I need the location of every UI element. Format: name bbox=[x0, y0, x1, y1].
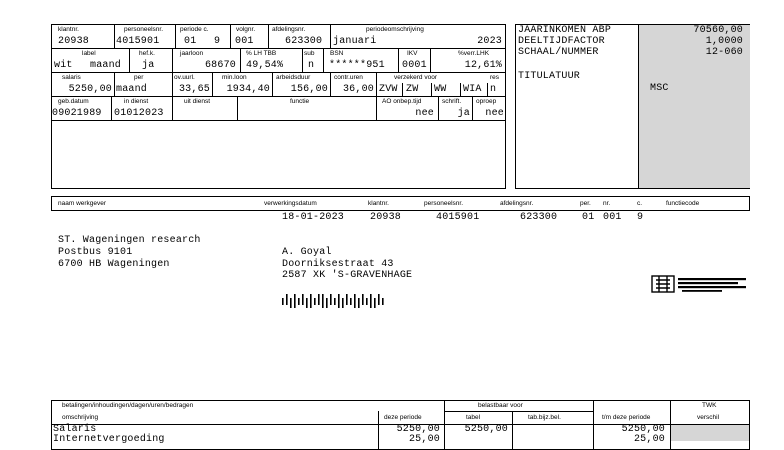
value-zw: ZW bbox=[406, 84, 419, 95]
label-oproep: oproep bbox=[476, 98, 497, 105]
payment-cell-omschrijving: Internetvergoeding bbox=[53, 434, 165, 445]
divider bbox=[51, 72, 506, 73]
divider bbox=[51, 120, 506, 121]
value-label-per: maand bbox=[90, 60, 122, 71]
label-lhtbb: % LH TBB bbox=[246, 50, 277, 57]
label-jaarloon: jaarloon bbox=[180, 50, 204, 57]
value-volgnr: 001 bbox=[235, 36, 254, 47]
werkgever-bar bbox=[51, 196, 750, 211]
value-wb-klantnr: 20938 bbox=[370, 212, 402, 223]
value-hefk: ja bbox=[142, 60, 155, 71]
value-zvw: ZVW bbox=[379, 84, 398, 95]
postal-barcode bbox=[282, 294, 386, 308]
label-wb-functiecode: functiecode bbox=[666, 200, 700, 207]
label-gebdatum: geb.datum bbox=[58, 98, 89, 105]
payments-header-deze-periode: deze periode bbox=[384, 414, 422, 421]
label-bsn: BSN bbox=[330, 50, 344, 57]
label-wb-per: per. bbox=[580, 200, 591, 207]
value-periode-c: 9 bbox=[214, 36, 221, 47]
recipient-street: Doorniksestraat 43 bbox=[282, 259, 394, 270]
value-sub: n bbox=[308, 60, 315, 71]
value-wb-personeelsnr: 4015901 bbox=[436, 212, 480, 223]
payment-cell-omschrijving: Salaris bbox=[53, 424, 97, 435]
value-oproep: nee bbox=[485, 108, 504, 119]
value-contruren: 36,00 bbox=[342, 84, 374, 95]
payments-header-tabbijzbel: tab.bijz.bel. bbox=[528, 414, 561, 421]
value-afdelingsnr: 623300 bbox=[285, 36, 323, 47]
payments-header-tm: t/m deze periode bbox=[602, 414, 651, 421]
value-personeelsnr: 4015901 bbox=[116, 36, 160, 47]
payments-header-top: betalingen/inhoudingen/dagen/uren/bedragen bbox=[62, 402, 194, 409]
label-personeelsnr: personeelsnr. bbox=[124, 26, 164, 33]
label-arbeidsduur: arbeidsduur bbox=[276, 74, 311, 81]
payments-header-belastbaar: belastbaar voor bbox=[478, 402, 523, 409]
label-res: res bbox=[490, 74, 500, 81]
label-wb-c: c. bbox=[637, 200, 643, 207]
value-jaarloon: 68670 bbox=[204, 60, 236, 71]
label-uitdienst: uit dienst bbox=[184, 98, 211, 105]
employer-name: ST. Wageningen research bbox=[58, 235, 201, 246]
value-lhtbb: 49,54% bbox=[246, 60, 284, 71]
value-salaris: 5250,00 bbox=[68, 84, 112, 95]
value-arbeidsduur: 156,00 bbox=[290, 84, 328, 95]
value-verwerkingsdatum: 18-01-2023 bbox=[282, 212, 345, 223]
value-verrlhk: 12,61% bbox=[464, 60, 502, 71]
value-wb-afdelingsnr: 623300 bbox=[520, 212, 558, 223]
postage-mark-icon bbox=[651, 274, 749, 294]
value-wb-nr: 001 bbox=[603, 212, 622, 223]
label-wb-nr: nr. bbox=[603, 200, 611, 207]
label-volgnr: volgnr. bbox=[236, 26, 256, 33]
value-wb-per: 01 bbox=[582, 212, 595, 223]
label-verzekerd: verzekerd voor bbox=[394, 74, 437, 81]
value-ao: nee bbox=[415, 108, 434, 119]
label-ovuurl: ov.uurl. bbox=[174, 74, 195, 81]
divider bbox=[51, 48, 506, 49]
summary-label: JAARINKOMEN ABP bbox=[518, 25, 612, 36]
label-klantnr: klantnr. bbox=[58, 26, 79, 33]
value-periode: 01 bbox=[184, 36, 197, 47]
label-periodeomschrijving: periodeomschrijving bbox=[366, 26, 424, 33]
summary-value: 12-060 bbox=[705, 47, 743, 58]
value-minloon: 1934,40 bbox=[226, 84, 270, 95]
summary-value: 70560,00 bbox=[693, 25, 743, 36]
value-ikv: 0001 bbox=[402, 60, 427, 71]
employer-address2: 6700 HB Wageningen bbox=[58, 259, 170, 270]
label-functie: functie bbox=[290, 98, 310, 105]
payments-header-tabel: tabel bbox=[466, 414, 481, 421]
label-contruren: contr.uren bbox=[334, 74, 363, 81]
value-periode-jaar: 2023 bbox=[477, 36, 502, 47]
label-periode: periode c. bbox=[180, 26, 209, 33]
label-wb-personeelsnr: personeelsnr. bbox=[424, 200, 464, 207]
payment-cell-deze-periode: 5250,00 bbox=[396, 424, 440, 435]
label-wb-afdelingsnr: afdelingsnr. bbox=[500, 200, 534, 207]
titulatuur-label: TITULATUUR bbox=[518, 71, 581, 82]
label-schrift: schrift. bbox=[442, 98, 462, 105]
value-schrift: ja bbox=[457, 108, 470, 119]
value-label: wit bbox=[54, 60, 73, 71]
label-verwerkingsdatum: verwerkingsdatum bbox=[264, 200, 317, 207]
label-minloon: min.loon bbox=[222, 74, 247, 81]
value-periode-maand: januari bbox=[333, 36, 377, 47]
summary-value: 1,0000 bbox=[705, 36, 743, 47]
payment-cell-deze-periode: 25,00 bbox=[408, 434, 440, 445]
recipient-name: A. Goyal bbox=[282, 247, 332, 258]
payment-cell-tm: 25,00 bbox=[633, 434, 665, 445]
value-gebdatum: 09021989 bbox=[52, 108, 102, 119]
value-wb-c: 9 bbox=[637, 212, 644, 223]
label-naam-werkgever: naam werkgever bbox=[58, 200, 107, 207]
payments-header-verschil: verschil bbox=[697, 414, 720, 421]
label-sub: sub bbox=[304, 50, 315, 57]
value-ovuurl: 33,65 bbox=[178, 84, 210, 95]
label-wb-klantnr: klantnr. bbox=[368, 200, 389, 207]
label-afdelingsnr: afdelingsnr. bbox=[272, 26, 306, 33]
twk-shade bbox=[671, 425, 749, 441]
label-indienst: in dienst bbox=[124, 98, 149, 105]
value-klantnr: 20938 bbox=[58, 36, 90, 47]
label-salaris: salaris bbox=[62, 74, 81, 81]
label-label: label bbox=[82, 50, 96, 57]
value-indienst: 01012023 bbox=[114, 108, 164, 119]
label-ikv: IKV bbox=[407, 50, 418, 57]
value-ww: WW bbox=[434, 84, 447, 95]
payment-cell-tm: 5250,00 bbox=[621, 424, 665, 435]
label-aoonbep: AO onbep.tijd bbox=[382, 98, 422, 105]
value-per: maand bbox=[116, 84, 148, 95]
payments-header-twk: TWK bbox=[702, 402, 717, 409]
value-res: n bbox=[490, 84, 497, 95]
value-bsn: ******951 bbox=[329, 60, 385, 71]
recipient-city: 2587 XK 'S-GRAVENHAGE bbox=[282, 270, 413, 281]
label-verrlhk: %verr.LHK bbox=[458, 50, 490, 57]
label-hefk: hef.k. bbox=[139, 50, 155, 57]
payments-header-omschrijving: omschrijving bbox=[62, 414, 99, 421]
employer-address1: Postbus 9101 bbox=[58, 247, 133, 258]
titulatuur-value: MSC bbox=[650, 83, 669, 94]
summary-label: DEELTIJDFACTOR bbox=[518, 36, 605, 47]
label-per: per bbox=[134, 74, 144, 81]
value-wia: WIA bbox=[463, 84, 482, 95]
summary-label: SCHAAL/NUMMER bbox=[518, 47, 599, 58]
payment-cell-tabel: 5250,00 bbox=[464, 424, 508, 435]
